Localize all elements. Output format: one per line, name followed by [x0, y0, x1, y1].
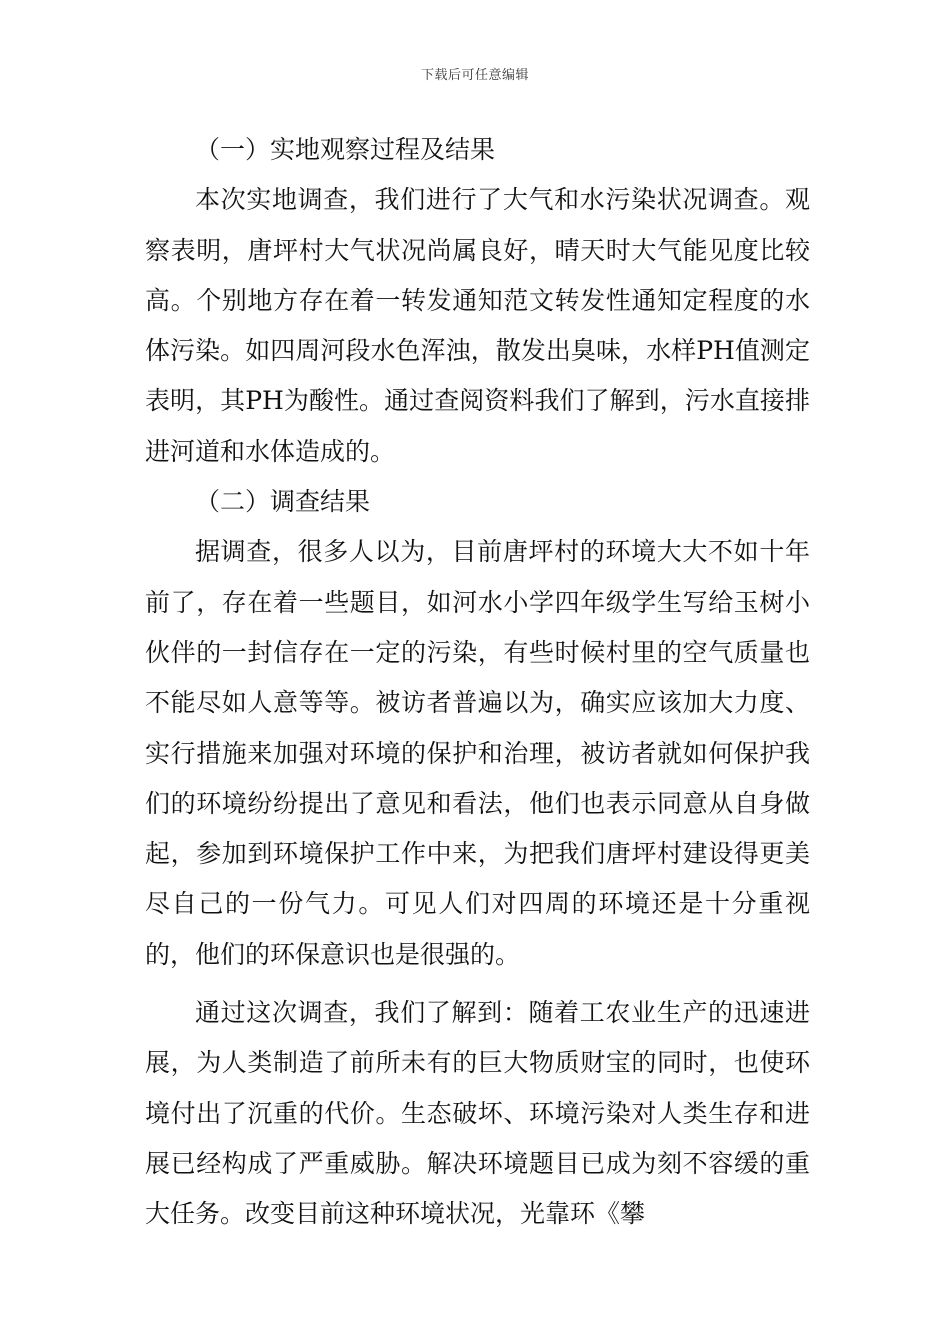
paragraph-observation: 本次实地调查，我们进行了大气和水污染状况调查。观察表明，唐坪村大气状况尚属良好，晴天时大气能见度比较高。个别地方存在着一转发通知范文转发性通知定程度的水体污染。如四周河段水色浑浊，散发出臭味，水样PH值测定表明，其PH为酸性。通过查阅资料我们了解到，污水直接排进河道和水体造成的。: [145, 185, 810, 466]
section-heading-results: （二）调查结果: [195, 487, 371, 517]
document-body: [145, 125, 810, 1240]
paragraph-conclusion: 通过这次调查，我们了解到：随着工农业生产的迅速进展，为人类制造了前所未有的巨大物质财宝的同时，也使环境付出了沉重的代价。生态破坏、环境污染对人类生存和进展已经构成了严重威胁。解决环境题目已成为刻不容缓的重大任务。改变目前这种环境状况，光靠环《攀: [145, 998, 810, 1229]
paragraph-gap: [145, 980, 810, 988]
page-header-note: 下载后可任意编辑: [420, 68, 529, 83]
section-heading-observation: （一）实地观察过程及结果: [195, 135, 496, 164]
paragraph-results: 据调查，很多人以为，目前唐坪村的环境大大不如十年前了，存在着一些题目，如河水小学四年级学生写给玉树小伙伴的一封信存在一定的污染，有些时候村里的空气质量也不能尽如人意等等。被访者普遍以为，确实应该加大力度、实行措施来加强对环境的保护和治理，被访者就如何保护我们的环境纷纷提出了意见和看法，他们也表示同意从自身做起，参加到环境保护工作中来，为把我们唐坪村建设得更美尽自己的一份气力。可见人们对四周的环境还是十分重视的，他们的环保意识也是很强的。: [145, 537, 810, 969]
